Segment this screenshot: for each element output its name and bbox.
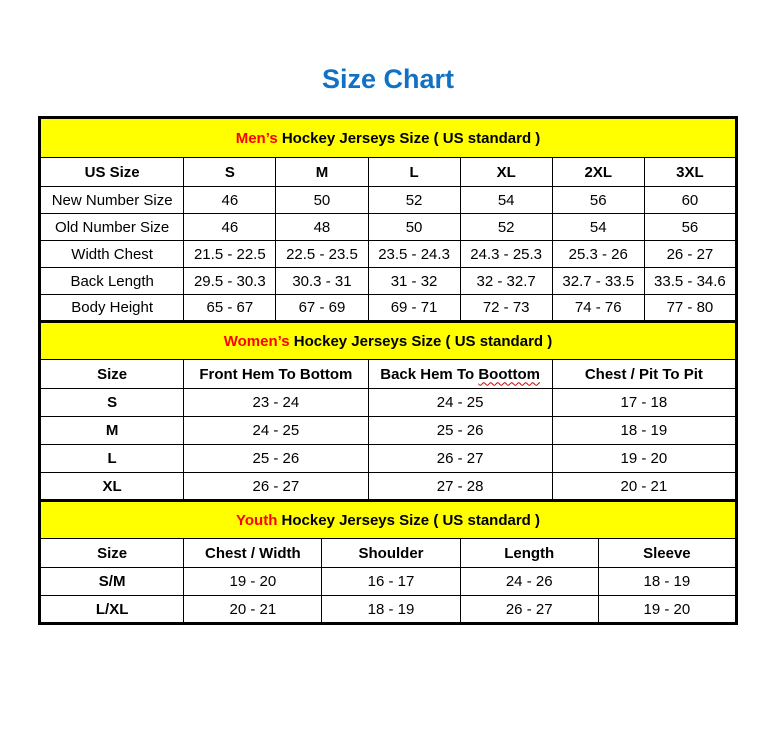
cell: 16 - 17 — [322, 568, 460, 596]
womens-row-l — [40, 445, 737, 473]
row-label: S — [40, 389, 184, 417]
cell: 21.5 - 22.5 — [184, 241, 276, 268]
page-title: Size Chart — [321, 64, 455, 94]
row-label: XL — [40, 473, 184, 501]
row-label: Old Number Size — [40, 214, 184, 241]
mens-row-old-number-size — [40, 214, 737, 241]
womens-title-accent: Women’s — [223, 332, 290, 350]
cell: 52 — [368, 187, 460, 214]
cell: 25 - 26 — [184, 445, 368, 473]
mens-section-header-row — [40, 118, 737, 158]
womens-column-header: Chest / Pit To Pit — [552, 360, 736, 389]
cell: 50 — [368, 214, 460, 241]
womens-section-header-row — [40, 322, 737, 360]
cell: 50 — [276, 187, 368, 214]
size-tables-container — [38, 116, 776, 625]
row-label: New Number Size — [40, 187, 184, 214]
row-label: L/XL — [40, 596, 184, 624]
cell: 24 - 25 — [184, 417, 368, 445]
cell: 22.5 - 23.5 — [276, 241, 368, 268]
cell: 26 - 27 — [184, 473, 368, 501]
mens-column-header: XL — [460, 158, 552, 187]
size-chart-document — [0, 64, 776, 625]
youth-title-rest: Hockey Jerseys Size ( US standard ) — [277, 511, 540, 529]
row-label: Body Height — [40, 295, 184, 322]
cell: 48 — [276, 214, 368, 241]
mens-row-back-length — [40, 268, 737, 295]
mens-column-header: 3XL — [644, 158, 736, 187]
cell: 65 - 67 — [184, 295, 276, 322]
youth-column-header: Size — [40, 539, 184, 568]
youth-section-header-row — [40, 501, 737, 539]
cell: 18 - 19 — [322, 596, 460, 624]
misspelled-word: Boottom — [478, 365, 540, 383]
cell: 19 - 20 — [184, 568, 322, 596]
cell: 23.5 - 24.3 — [368, 241, 460, 268]
youth-row-l-xl — [40, 596, 737, 624]
cell: 31 - 32 — [368, 268, 460, 295]
mens-column-header: 2XL — [552, 158, 644, 187]
row-label: Width Chest — [40, 241, 184, 268]
youth-row-s-m — [40, 568, 737, 596]
mens-title-accent: Men’s — [235, 129, 278, 147]
cell: 26 - 27 — [460, 596, 598, 624]
mens-row-body-height — [40, 295, 737, 322]
youth-title-accent: Youth — [236, 511, 278, 529]
womens-title-rest: Hockey Jerseys Size ( US standard ) — [289, 332, 553, 350]
mens-title-rest: Hockey Jerseys Size ( US standard ) — [277, 129, 541, 147]
youth-column-header: Length — [460, 539, 598, 568]
row-label: Back Length — [40, 268, 184, 295]
cell: 72 - 73 — [460, 295, 552, 322]
mens-column-header: S — [184, 158, 276, 187]
cell: 18 - 19 — [598, 568, 736, 596]
womens-column-header-row — [40, 360, 737, 389]
cell: 46 — [184, 187, 276, 214]
mens-column-header: M — [276, 158, 368, 187]
cell: 20 - 21 — [184, 596, 322, 624]
cell: 32.7 - 33.5 — [552, 268, 644, 295]
cell: 56 — [552, 187, 644, 214]
cell: 67 - 69 — [276, 295, 368, 322]
mens-column-header: US Size — [40, 158, 184, 187]
cell: 46 — [184, 214, 276, 241]
cell: 18 - 19 — [552, 417, 736, 445]
womens-column-header: Size — [40, 360, 184, 389]
womens-row-xl — [40, 473, 737, 501]
youth-column-header-row — [40, 539, 737, 568]
cell: 24 - 26 — [460, 568, 598, 596]
cell: 69 - 71 — [368, 295, 460, 322]
cell: 20 - 21 — [552, 473, 736, 501]
youth-column-header: Sleeve — [598, 539, 736, 568]
womens-size-table — [38, 320, 738, 502]
mens-size-table — [38, 116, 738, 323]
youth-column-header: Shoulder — [322, 539, 460, 568]
mens-section-title — [40, 118, 737, 158]
mens-column-header-row — [40, 158, 737, 187]
womens-column-header: Front Hem To Bottom — [184, 360, 368, 389]
cell: 32 - 32.7 — [460, 268, 552, 295]
cell: 24 - 25 — [368, 389, 552, 417]
cell: 74 - 76 — [552, 295, 644, 322]
cell: 77 - 80 — [644, 295, 736, 322]
mens-column-header: L — [368, 158, 460, 187]
cell: 60 — [644, 187, 736, 214]
cell: 30.3 - 31 — [276, 268, 368, 295]
row-label: S/M — [40, 568, 184, 596]
cell: 27 - 28 — [368, 473, 552, 501]
cell: 26 - 27 — [368, 445, 552, 473]
womens-column-header: Back Hem To Boottom — [368, 360, 552, 389]
cell: 26 - 27 — [644, 241, 736, 268]
cell: 52 — [460, 214, 552, 241]
cell: 56 — [644, 214, 736, 241]
cell: 54 — [460, 187, 552, 214]
cell: 54 — [552, 214, 644, 241]
cell: 33.5 - 34.6 — [644, 268, 736, 295]
cell: 23 - 24 — [184, 389, 368, 417]
womens-row-s — [40, 389, 737, 417]
youth-size-table — [38, 499, 738, 625]
cell: 19 - 20 — [552, 445, 736, 473]
cell: 19 - 20 — [598, 596, 736, 624]
cell: 24.3 - 25.3 — [460, 241, 552, 268]
womens-row-m — [40, 417, 737, 445]
cell: 29.5 - 30.3 — [184, 268, 276, 295]
cell: 17 - 18 — [552, 389, 736, 417]
womens-section-title — [40, 322, 737, 360]
mens-row-width-chest — [40, 241, 737, 268]
row-label: M — [40, 417, 184, 445]
mens-row-new-number-size — [40, 187, 737, 214]
youth-column-header: Chest / Width — [184, 539, 322, 568]
row-label: L — [40, 445, 184, 473]
youth-section-title — [40, 501, 737, 539]
cell: 25 - 26 — [368, 417, 552, 445]
cell: 25.3 - 26 — [552, 241, 644, 268]
